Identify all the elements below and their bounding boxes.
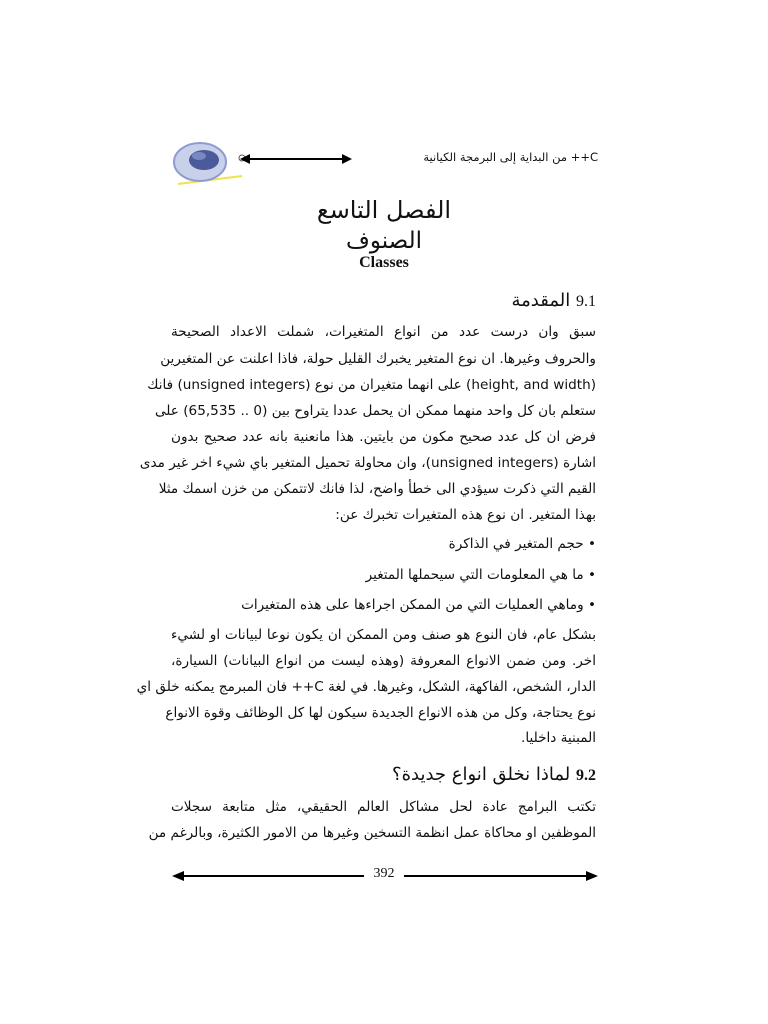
paragraph-line: المبنية داخليا. <box>521 730 596 746</box>
book-logo-icon <box>170 138 250 190</box>
section-title: لماذا نخلق انواع جديدة؟ <box>392 764 571 785</box>
paragraph-line: فرض ان كل عدد صحيح مكون من بايتين. هذا مانعنية بانه عدد صحيح بدون <box>171 429 596 445</box>
section-number: 9.2 <box>576 767 596 784</box>
paragraph-line: والحروف وغيرها. ان نوع المتغير يخبرك القليل حولة، فاذا اعلنت عن المتغيرين <box>160 351 596 367</box>
header-double-arrow <box>240 152 352 166</box>
section-title: المقدمة <box>511 290 571 311</box>
paragraph-line: ستعلم بان كل واحد منهما ممكن ان يحمل عددا يتراوح بين (0 .. 65,535) على <box>154 403 596 419</box>
paragraph-line: (height, and width) على انهما متغيران من نوع (unsigned integers) فانك <box>147 377 596 393</box>
paragraph-line: الموظفين او محاكاة عمل انظمة التسخين وغيرها من الامور الكثيرة، وبالرغم من <box>148 825 596 841</box>
paragraph-line: اشارة (unsigned integers)، وان محاولة تحميل المتغير باي شيء اخر غير مدى <box>139 455 596 471</box>
paragraph-line: اخر. ومن ضمن الانواع المعروفة (وهذه ليست من انواع البيانات) السيارة، <box>171 653 596 669</box>
page-number: 392 <box>364 866 404 882</box>
section-number: 9.1 <box>576 293 596 310</box>
chapter-title: الفصل التاسع <box>316 196 452 224</box>
paragraph-line: بهذا المتغير. ان نوع هذه المتغيرات تخبرك عن: <box>335 507 596 523</box>
section-heading-why-new-types <box>392 764 596 785</box>
chapter-english-title: Classes <box>359 254 409 271</box>
section-heading-intro <box>512 290 596 311</box>
paragraph-line: تكتب البرامج عادة لحل مشاكل العالم الحقيقي، مثل متابعة سجلات <box>171 799 596 815</box>
running-header: C++ من البداية إلى البرمجة الكيانية <box>423 150 598 164</box>
bullet-item: • وماهي العمليات التي من الممكن اجراءها على هذه المتغيرات <box>241 597 596 613</box>
chapter-subtitle: الصنوف <box>345 228 422 254</box>
paragraph-line: بشكل عام، فان النوع هو صنف ومن الممكن ان يكون نوعا لبيانات او لشيء <box>171 627 596 643</box>
bullet-item: • ما هي المعلومات التي سيحملها المتغير <box>365 567 596 583</box>
paragraph-line: القيم التي ذكرت سيؤدي الى خطأ واضح، لذا فانك لاتتمكن من خزن اسمك مثلا <box>158 481 596 497</box>
paragraph-line: نوع يحتاجة، وكل من هذه الانواع الجديدة سيكون لها كل الوظائف وقوة الانواع <box>165 705 596 721</box>
bullet-item: • حجم المتغير في الذاكرة <box>448 536 596 552</box>
paragraph-line: الدار، الشخص، الفاكهة، الشكل، وغيرها. في لغة C++ فان المبرمج يمكنه خلق اي <box>136 679 596 695</box>
paragraph-line: سبق وان درست عدد من انواع المتغيرات، شملت الاعداد الصحيحة <box>171 324 596 340</box>
